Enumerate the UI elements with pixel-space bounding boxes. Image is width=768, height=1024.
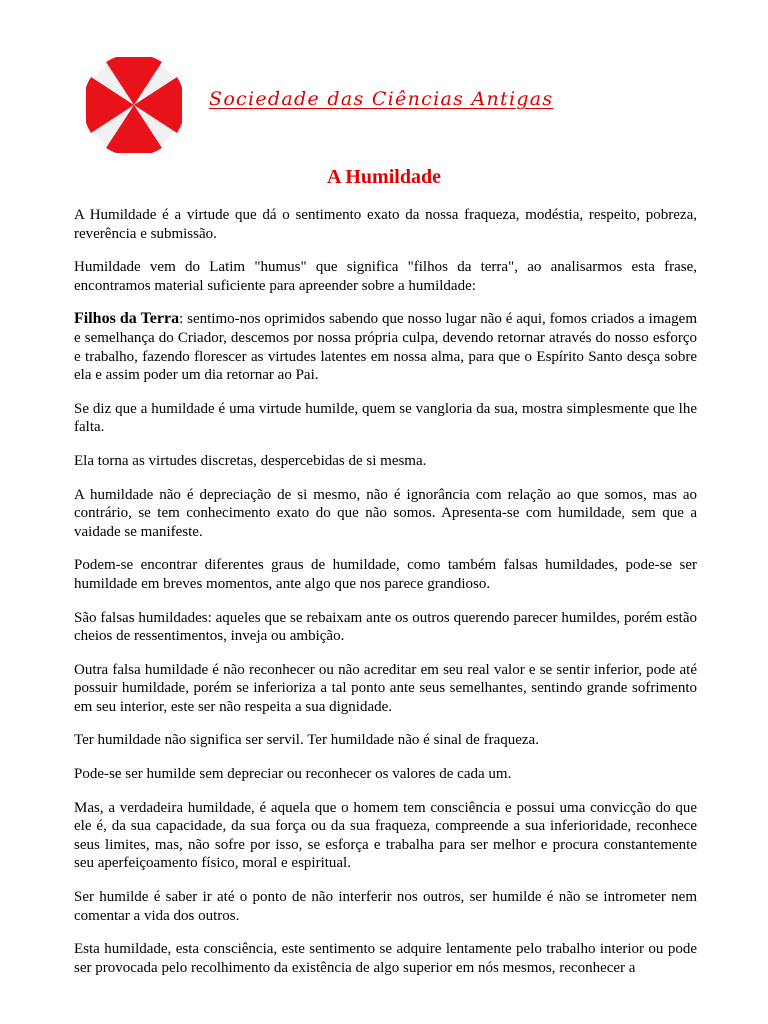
body-paragraph: [74, 400, 697, 437]
body-paragraph: [74, 799, 697, 873]
paragraph-text: São falsas humildades: aqueles que se rebaixam ante os outros querendo parecer humildes, porém estão cheios de ressentimentos, inveja ou ambição.: [74, 609, 697, 645]
document-body: [74, 206, 697, 992]
paragraph-text: Pode-se ser humilde sem depreciar ou reconhecer os valores de cada um.: [74, 766, 512, 783]
paragraph-text: Humildade vem do Latim "humus" que significa "filhos da terra", ao analisarmos esta frase, encontramos material suficiente para apreender sobre a humildade:: [74, 259, 697, 294]
body-paragraph: [74, 765, 697, 784]
organization-name: Sociedade das Ciências Antigas: [209, 88, 554, 110]
paragraph-text: A Humildade é a virtude que dá o sentimento exato da nossa fraqueza, modéstia, respeito, pobreza, reverência e submissão.: [74, 207, 697, 242]
body-paragraph: [74, 888, 697, 925]
body-paragraph: [74, 661, 697, 717]
paragraph-lead-term: Filhos da Terra: [74, 310, 180, 328]
body-paragraph: [74, 556, 697, 593]
body-paragraph: [74, 486, 697, 542]
body-paragraph: [74, 258, 697, 295]
body-paragraph: [74, 940, 697, 977]
page-title: A Humildade: [327, 166, 441, 188]
body-paragraph: [74, 609, 697, 646]
paragraph-text: Esta humildade, esta consciência, este sentimento se adquire lentamente pelo trabalho interior ou pode ser provocada pelo recolhimento da existência de algo superior em nós mesmos, reconhecer a: [74, 941, 697, 976]
paragraph-text: Outra falsa humildade é não reconhecer ou não acreditar em seu real valor e se sentir inferior, pode até possuir humildade, porém se inferioriza a tal ponto ante seus semelhantes, sentindo grande sofrimento em seu interior, este ser não respeita a sua dignidade.: [74, 661, 697, 715]
body-paragraph: [74, 310, 697, 384]
paragraph-text: Ser humilde é saber ir até o ponto de não interferir nos outros, ser humilde é não se intrometer nem comentar a vida dos outros.: [74, 889, 697, 924]
paragraph-text: : sentimo-nos oprimidos sabendo que nosso lugar não é aqui, fomos criados a imagem e semelhança do Criador, descemos por nossa própria culpa, devendo retornar através do nosso esforço e trabalho, fazendo florescer as virtudes latentes em nossa alma, para que o Espírito Santo desça sobre ela e assim poder um dia retornar ao Pai.: [74, 311, 697, 384]
body-paragraph: [74, 731, 697, 750]
red-cross-pattee-icon: [86, 57, 182, 153]
body-paragraph: [74, 206, 697, 243]
paragraph-text: Ter humildade não significa ser servil. Ter humildade não é sinal de fraqueza.: [74, 732, 539, 749]
paragraph-text: Podem-se encontrar diferentes graus de humildade, como também falsas humildades, pode-se ser humildade em breves momentos, ante algo que nos parece grandioso.: [74, 557, 697, 592]
paragraph-text: A humildade não é depreciação de si mesmo, não é ignorância com relação ao que somos, mas ao contrário, se tem conhecimento exato do que não somos. Apresenta-se com humildade, sem que a vaidade se manifeste.: [74, 486, 697, 540]
body-paragraph: [74, 452, 697, 471]
paragraph-text: Ela torna as virtudes discretas, despercebidas de si mesma.: [74, 452, 427, 469]
paragraph-text: Mas, a verdadeira humildade, é aquela que o homem tem consciência e possui uma convicção do que ele é, da sua capacidade, da sua força ou da sua fraqueza, compreende a sua inferioridade, reconhece seus limites, mas, não sofre por isso, se esforça e trabalha para ser melhor e procura constantemente seu aperfeiçoamento físico, moral e espiritual.: [74, 799, 697, 872]
paragraph-text: Se diz que a humildade é uma virtude humilde, quem se vangloria da sua, mostra simplesmente que lhe falta.: [74, 400, 697, 436]
